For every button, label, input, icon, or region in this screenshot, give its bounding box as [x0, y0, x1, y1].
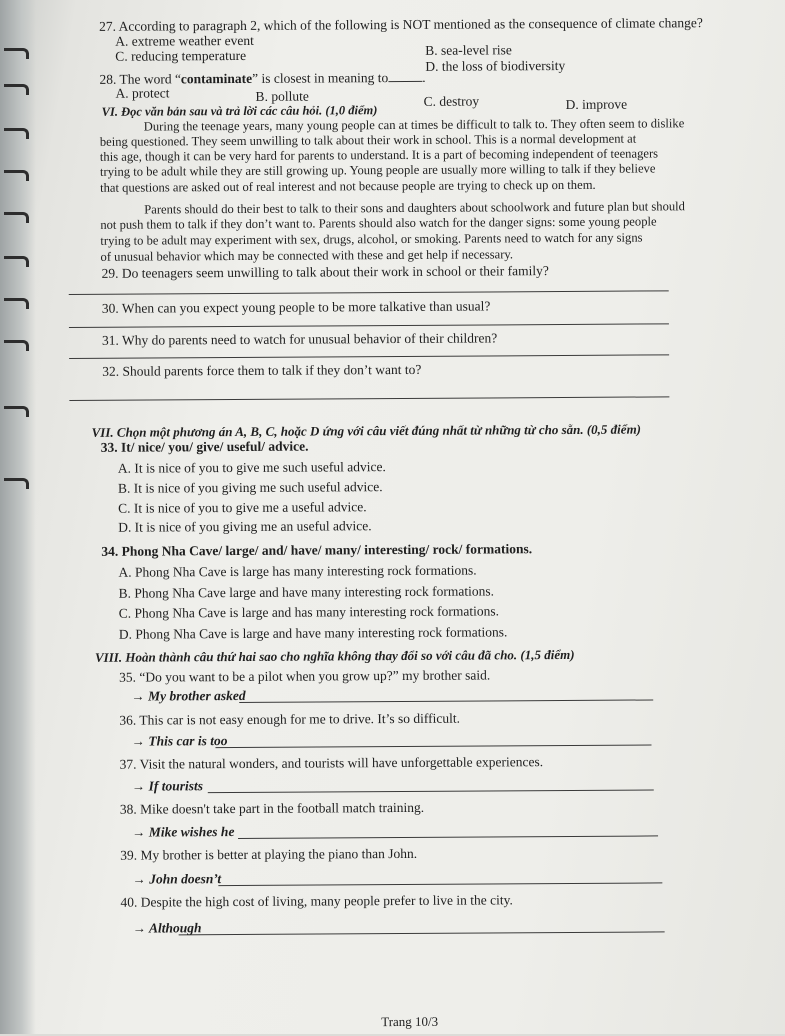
section-7-title: VII. Chọn một phương án A, B, C, hoặc D ứng với câu viết đúng nhất từ những từ cho sẵn. (0,5 điểm)	[91, 421, 642, 440]
q35-stem: → My brother asked	[131, 687, 246, 704]
question-34: 34. Phong Nha Cave/ large/ and/ have/ many/ interesting/ rock/ formations.	[101, 541, 533, 559]
question-38: 38. Mike doesn't take part in the football match training.	[119, 799, 425, 817]
page-number: Trang 10/3	[381, 1013, 439, 1030]
q33-option-b: B. It is nice of you giving me such useful advice.	[117, 479, 383, 496]
passage-line-5: that questions are asked out of real interest and not because people are trying to check up on them.	[100, 177, 596, 195]
passage-line-8: trying to be adult may experiment with sex, drugs, alcohol, or smoking. Parents need to watch for any signs	[100, 230, 643, 248]
question-31: 31. Why do parents need to watch for unusual behavior of their children?	[101, 330, 498, 348]
q28-option-b: B. pollute	[255, 88, 309, 104]
q38-stem: → Mike wishes he	[131, 824, 235, 840]
question-33: 33. It/ nice/ you/ give/ useful/ advice.	[100, 438, 309, 455]
q39-stem: → John doesn’t	[132, 871, 222, 887]
q27-option-a: A. extreme weather event	[115, 32, 254, 49]
q34-option-d: D. Phong Nha Cave is large and have many interesting rock formations.	[118, 624, 508, 642]
passage-line-4: trying to be adult while they are still growing up. Young people are usually more willing to talk if they believe	[99, 161, 656, 179]
q28-option-c: C. destroy	[423, 93, 480, 109]
q34-option-b: B. Phong Nha Cave large and have many interesting rock formations.	[118, 583, 495, 601]
q36-stem: → This car is too	[131, 733, 228, 749]
question-37: 37. Visit the natural wonders, and tourists will have unforgettable experiences.	[119, 754, 544, 772]
q28-option-d: D. improve	[565, 96, 628, 112]
answer-line-30[interactable]	[69, 323, 669, 328]
q28-option-a: A. protect	[115, 85, 170, 101]
passage-line-7: not push them to talk if they don’t want to. Parents should also watch for the danger signs: some young people	[100, 214, 657, 232]
q33-option-d: D. It is nice of you giving me an useful advice.	[118, 518, 372, 535]
answer-line-36[interactable]	[216, 744, 652, 748]
answer-line-35[interactable]	[239, 699, 653, 703]
answer-line-40[interactable]	[179, 931, 665, 935]
q40-stem: → Although	[132, 920, 202, 936]
q27-option-d: D. the loss of biodiversity	[425, 57, 566, 74]
question-36: 36. This car is not easy enough for me to drive. It’s so difficult.	[119, 710, 461, 728]
question-27: 27. According to paragraph 2, which of the following is NOT mentioned as the consequence of climate change?	[99, 15, 703, 34]
q28-keyword: contaminate	[180, 70, 253, 87]
answer-line-29[interactable]	[69, 290, 669, 295]
answer-line-37[interactable]	[208, 789, 654, 793]
q27-option-c: C. reducing temperature	[115, 47, 247, 64]
question-35: 35. “Do you want to be a pilot when you grow up?” my brother said.	[119, 667, 491, 685]
question-39: 39. My brother is better at playing the piano than John.	[120, 845, 418, 863]
passage-line-1: During the teenage years, many young people can at times be difficult to talk to. They often seem to dislike	[143, 116, 685, 134]
q28-text-post: ” is closest in meaning to	[252, 70, 389, 86]
q28-blank	[388, 70, 422, 82]
answer-line-32[interactable]	[69, 396, 669, 401]
section-6-title: VI. Đọc văn bản sau và trả lời các câu hỏi. (1,0 điểm)	[101, 103, 378, 119]
passage-line-6: Parents should do their best to talk to their sons and daughters about schoolwork and future plan but should	[144, 199, 686, 217]
q33-option-c: C. It is nice of you to give me a useful advice.	[117, 499, 367, 516]
answer-line-38[interactable]	[238, 835, 658, 839]
passage-line-2: being questioned. They seem unwilling to talk about their work in school. This is a normal development at	[99, 131, 637, 149]
q34-option-a: A. Phong Nha Cave is large has many interesting rock formations.	[118, 562, 477, 580]
question-32: 32. Should parents force them to talk if they don’t want to?	[102, 361, 422, 379]
q37-stem: → If tourists	[131, 778, 204, 794]
section-8-title: VIII. Hoàn thành câu thứ hai sao cho nghĩa không thay đổi so với câu đã cho. (1,5 điểm)	[94, 646, 575, 665]
passage-line-3: this age, though it can be very hard for parents to understand. It is a part of becoming independent of teenagers	[99, 146, 659, 164]
q34-option-c: C. Phong Nha Cave is large and has many interesting rock formations.	[118, 603, 500, 621]
question-29: 29. Do teenagers seem unwilling to talk about their work in school or their family?	[101, 263, 549, 281]
q27-option-b: B. sea-level rise	[425, 42, 512, 58]
answer-line-39[interactable]	[218, 882, 662, 886]
question-30: 30. When can you expect young people to be more talkative than usual?	[101, 298, 491, 316]
passage-line-9: of unusual behavior which may be connected with these and get help if necessary.	[100, 247, 514, 264]
q28-text-pre: 28. The word “	[99, 71, 181, 87]
question-28	[99, 70, 425, 87]
answer-line-31[interactable]	[69, 354, 669, 359]
question-40: 40. Despite the high cost of living, many people prefer to live in the city.	[120, 892, 513, 910]
q33-option-a: A. It is nice of you to give me such useful advice.	[117, 459, 386, 476]
q28-text-end: .	[422, 69, 426, 85]
